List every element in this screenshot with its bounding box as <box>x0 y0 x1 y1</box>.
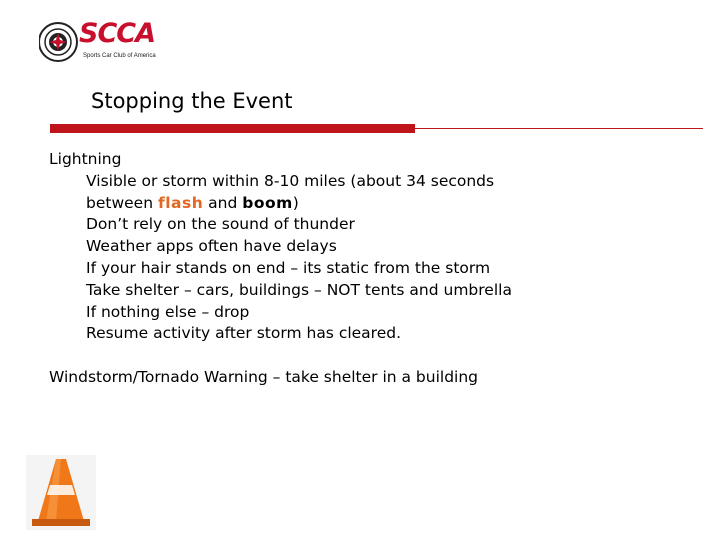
scca-logo <box>39 16 165 68</box>
title-rule-thick <box>50 124 415 133</box>
bullet-text: and <box>203 193 243 212</box>
boom-word: boom <box>242 193 293 212</box>
bullet-text: between <box>86 193 158 212</box>
traffic-cone-icon <box>26 455 96 530</box>
slide-content <box>49 149 512 389</box>
flash-word: flash <box>157 193 204 212</box>
spacer <box>49 345 512 367</box>
slide-title: Stopping the Event <box>91 89 293 113</box>
logo-subtitle: Sports Car Club of America <box>83 53 156 59</box>
logo-wordmark: SCCA <box>79 18 155 49</box>
bullet-visible-storm: Visible or storm within 8-10 miles (about 34 seconds <box>86 171 495 190</box>
bullet-thunder: Don’t rely on the sound of thunder <box>86 215 355 234</box>
bullet-visible-storm-cont <box>49 193 512 215</box>
bullet-drop: If nothing else – drop <box>86 302 250 321</box>
bullet-text: ) <box>292 193 299 212</box>
logo-emblem <box>39 16 79 68</box>
bullet-hair-static: If your hair stands on end – its static from the storm <box>86 258 491 277</box>
bullet-take-shelter: Take shelter – cars, buildings – NOT tents and umbrella <box>86 280 512 299</box>
title-rule-thin <box>415 128 703 129</box>
bullet-weather-apps: Weather apps often have delays <box>86 237 337 256</box>
section-heading-lightning: Lightning <box>49 150 122 168</box>
bullet-resume: Resume activity after storm has cleared. <box>86 324 402 343</box>
section-heading-windstorm: Windstorm/Tornado Warning – take shelter in a building <box>49 367 479 386</box>
